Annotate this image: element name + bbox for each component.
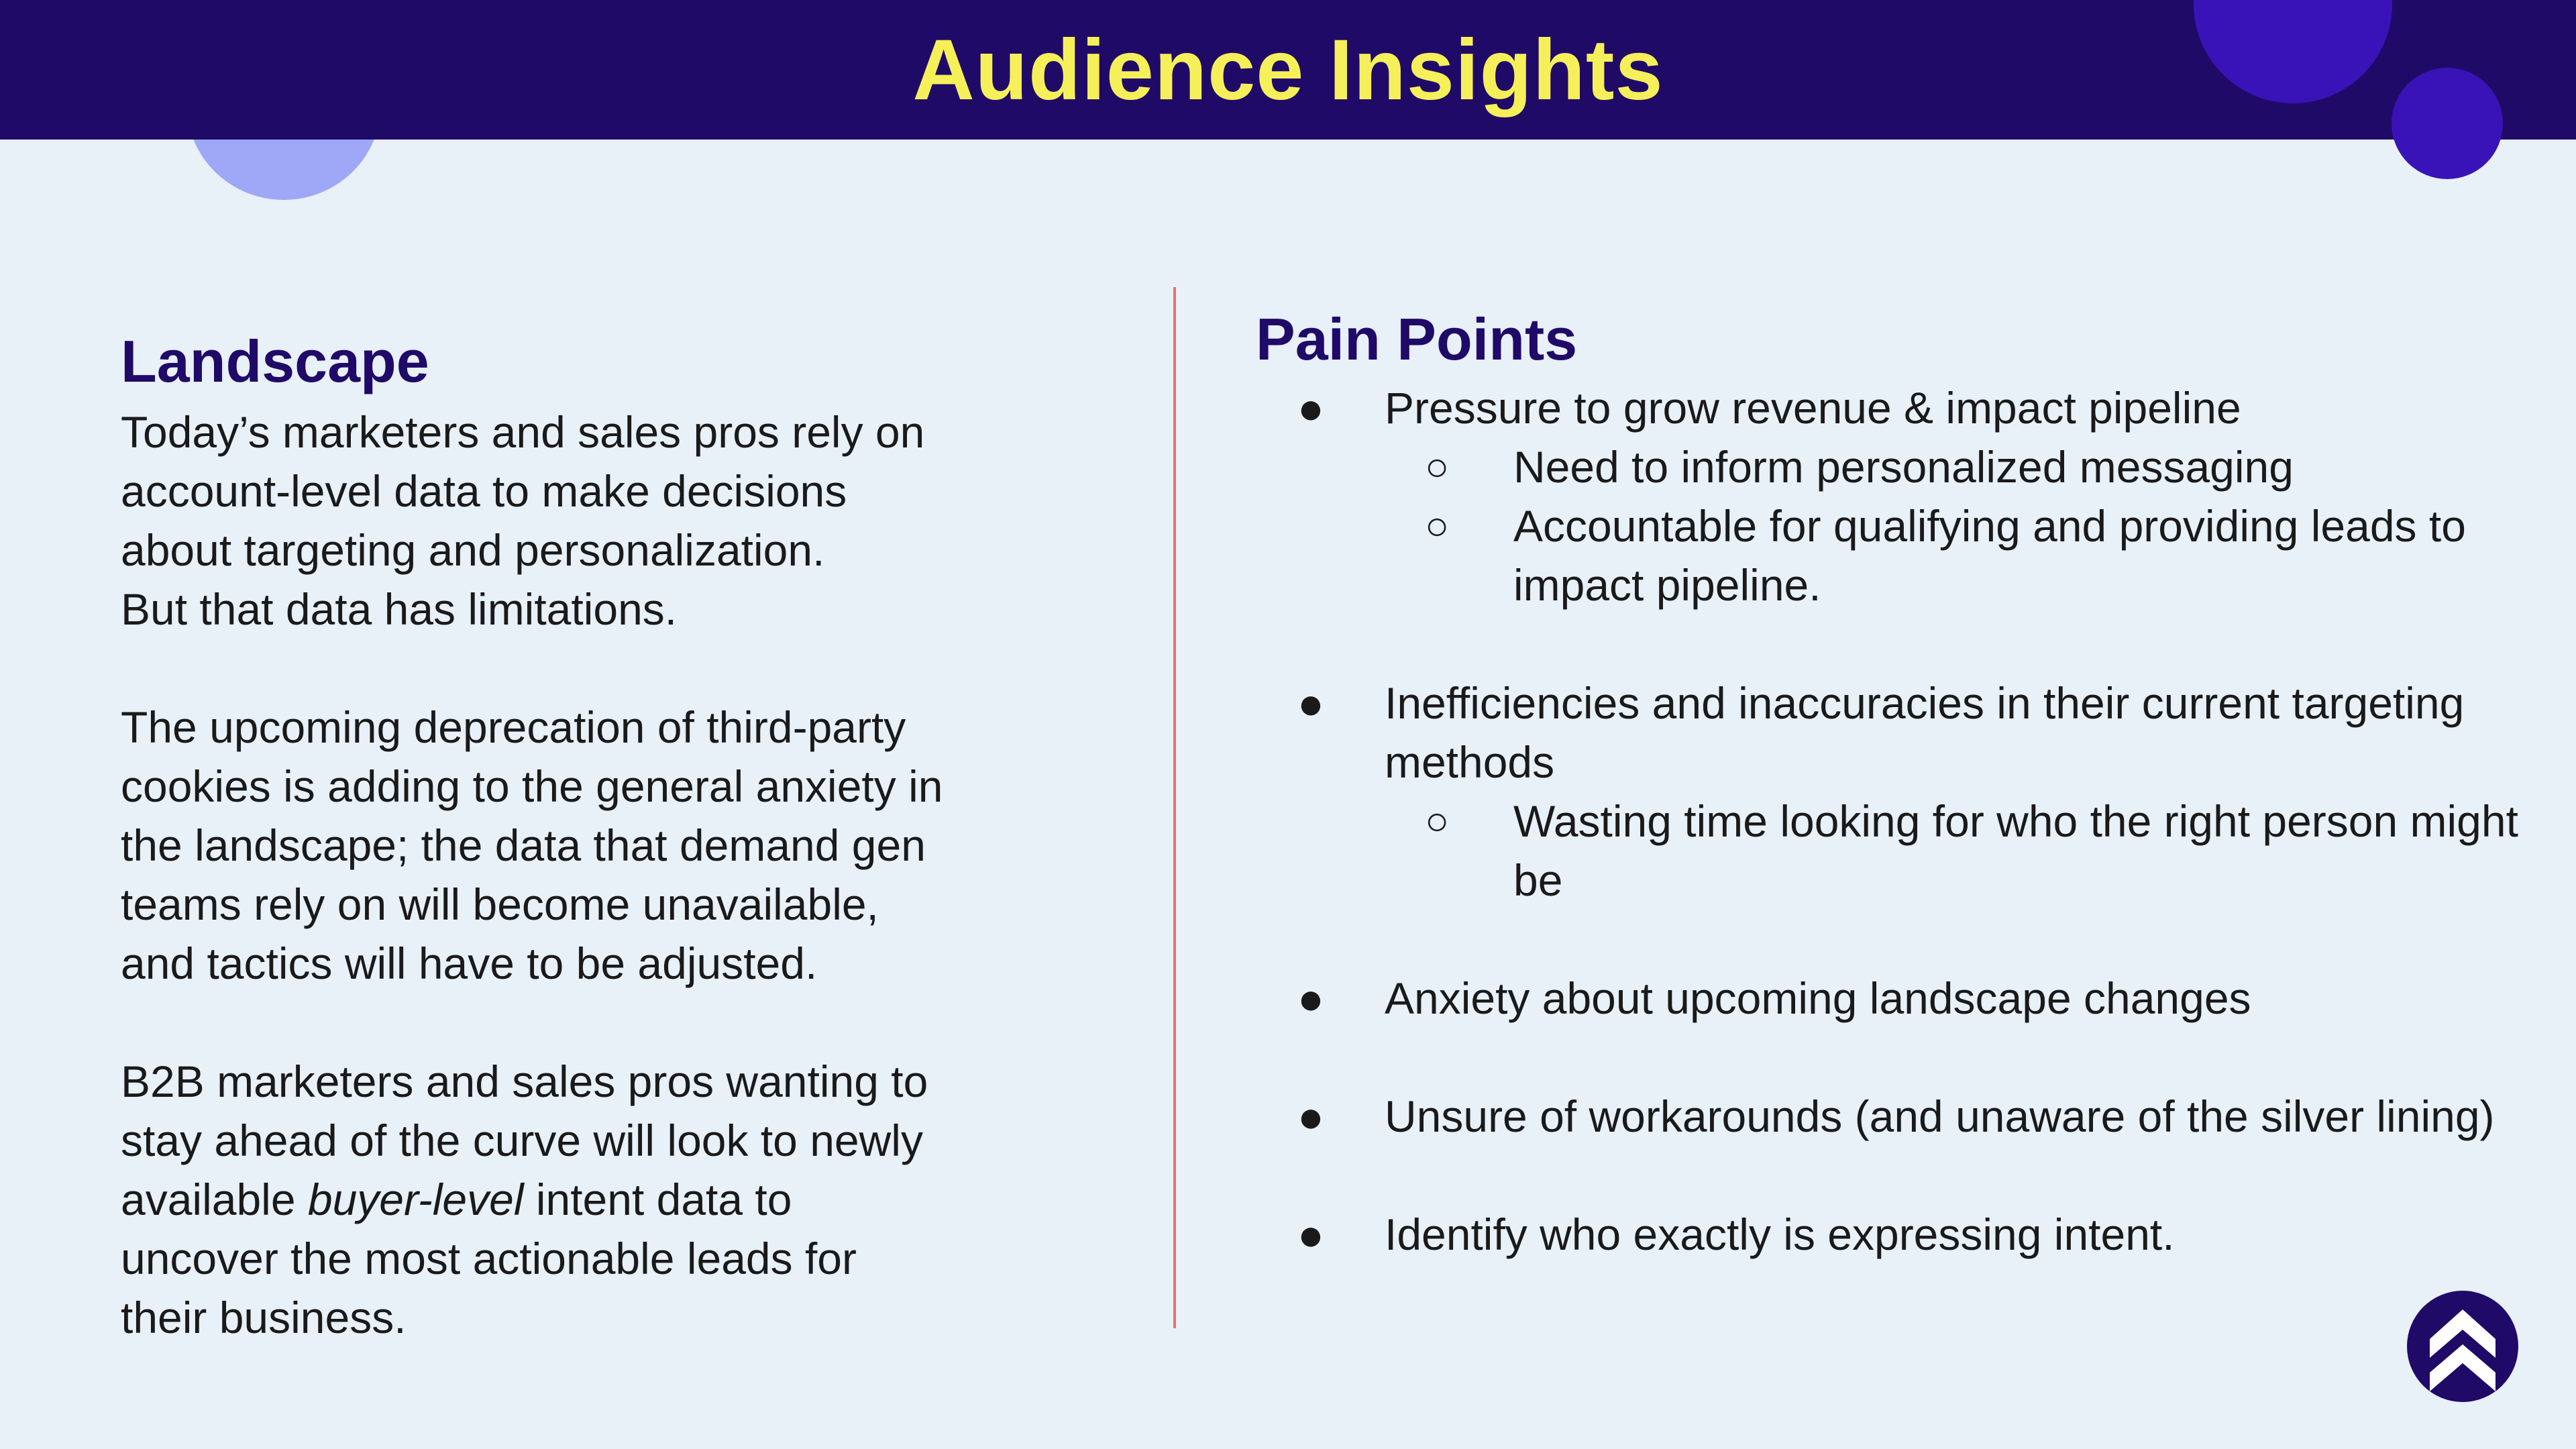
text-line: and tactics will have to be adjusted.	[121, 938, 818, 988]
pain-point-text: Unsure of workarounds (and unaware of the silver lining)	[1385, 1091, 2495, 1141]
landscape-paragraph-1	[121, 402, 1100, 639]
text-line: account-level data to make decisions	[121, 466, 847, 516]
sub-list-item	[1256, 496, 2530, 614]
landscape-body	[121, 402, 1100, 1347]
sub-item-text: Accountable for qualifying and providing leads to impact pipeline.	[1513, 501, 2466, 610]
pain-points-list	[1256, 378, 2530, 1264]
pain-point-text: Inefficiencies and inaccuracies in their current targeting methods	[1385, 678, 2465, 787]
text-line: But that data has limitations.	[121, 584, 678, 634]
text-line: the landscape; the data that demand gen	[121, 820, 926, 870]
hollow-bullet-icon: ○	[1425, 503, 1450, 548]
text-line: about targeting and personalization.	[121, 525, 825, 575]
pain-points-heading: Pain Points	[1256, 306, 1578, 372]
pain-point-text: Identify who exactly is expressing intent.	[1385, 1210, 2175, 1259]
list-item	[1256, 1087, 2530, 1146]
sub-item-text: Need to inform personalized messaging	[1513, 442, 2294, 492]
bullet-icon: ●	[1297, 1210, 1324, 1259]
bullet-icon: ●	[1297, 383, 1324, 433]
hollow-bullet-icon: ○	[1425, 444, 1450, 489]
column-divider	[1173, 287, 1176, 1328]
sub-list-item	[1256, 792, 2530, 910]
hollow-bullet-icon: ○	[1425, 798, 1450, 843]
paragraph-spacer	[121, 993, 1100, 1052]
text-line: Today’s marketers and sales pros rely on	[121, 407, 925, 457]
sub-list-item	[1256, 437, 2530, 496]
sub-list	[1256, 437, 2530, 614]
list-item	[1256, 378, 2530, 614]
pain-point-text: Anxiety about upcoming landscape changes	[1385, 973, 2251, 1023]
list-item	[1256, 674, 2530, 910]
landscape-heading: Landscape	[121, 328, 429, 394]
chevron-up-logo-icon	[2407, 1291, 2518, 1402]
text-line: their business.	[121, 1293, 407, 1342]
bullet-icon: ●	[1297, 973, 1324, 1023]
sub-list	[1256, 792, 2530, 910]
pain-point-text: Pressure to grow revenue & impact pipeline	[1385, 383, 2241, 433]
list-item	[1256, 969, 2530, 1028]
text-line: teams rely on will become unavailable,	[121, 879, 879, 929]
bullet-icon: ●	[1297, 1091, 1324, 1141]
paragraph-spacer	[121, 639, 1100, 698]
landscape-paragraph-2	[121, 698, 1100, 993]
page-title: Audience Insights	[912, 21, 1664, 118]
text-line: B2B marketers and sales pros wanting to	[121, 1057, 928, 1106]
text-line: stay ahead of the curve will look to newly	[121, 1116, 923, 1165]
text-line: cookies is adding to the general anxiety in	[121, 761, 943, 811]
emphasis-text: buyer-level	[307, 1175, 524, 1224]
text-line: available	[121, 1175, 308, 1224]
text-line: intent data to	[523, 1175, 792, 1224]
list-item	[1256, 1205, 2530, 1264]
bullet-icon: ●	[1297, 678, 1324, 728]
text-line: uncover the most actionable leads for	[121, 1234, 857, 1283]
sub-item-text: Wasting time looking for who the right person might be	[1513, 796, 2518, 905]
text-line: The upcoming deprecation of third-party	[121, 702, 906, 752]
landscape-paragraph-3	[121, 1052, 1100, 1347]
